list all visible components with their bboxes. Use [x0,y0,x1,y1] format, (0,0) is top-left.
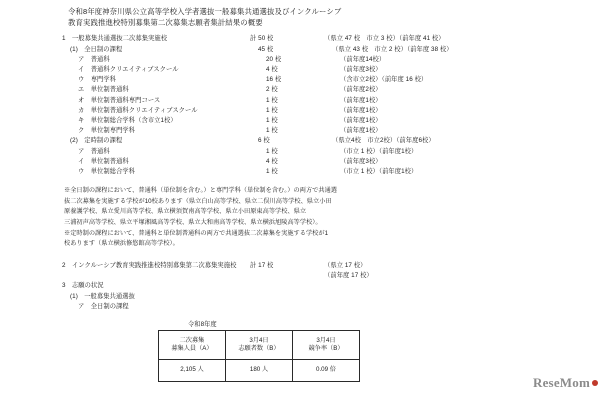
section-2-subnote-row [62,271,550,281]
item-label: キ 単位制総合学科（含市立1校） [78,116,177,124]
list-item [62,157,550,167]
footnote-line: 原養護学校、県立愛川高等学校、県立横須賀南高等学校、県立小田原東高等学校、県立 [64,208,307,216]
item-note: （前年度1校） [340,127,382,135]
item-note: （市立 1 校）（前年度1校） [340,147,418,155]
footnote-line: 抜二次募集を実施する学校が10校あります（県立白山高等学校、県立二俣川高等学校、県立小田 [64,197,332,205]
item-label: オ 単位制普通科専門コース [78,96,161,104]
table-header-cell-applicants [226,330,293,359]
list-item [62,45,550,55]
table-header-cell-ratio [293,330,360,359]
table-header-ratio-line1: 3月4日 [316,336,336,344]
item-note: （前年度1校） [340,106,382,114]
list-item [62,136,550,146]
table-header-row [159,330,360,359]
table-cell-quota-value: 2,105 人 [159,359,226,381]
document-title-line1: 令和8年度神奈川県公立高等学校入学者選抜一般募集共通選抜及びインクルーシブ [68,7,342,16]
table-header-applicants-line1: 3月4日 [249,336,269,344]
list-item [62,85,550,95]
section-2 [62,261,550,281]
section-3-sub1 [62,292,550,302]
list-item [62,75,550,85]
footnote-line: 三浦初声高等学校、県立平塚湘風高等学校、県立大和南高等学校、県立横浜旭陵高等学校）。 [64,219,322,227]
section-2-heading-note1: （県立 17 校） [324,262,367,270]
item-note: （前年度14校） [340,55,386,63]
section-3 [62,281,550,312]
list-item [62,147,550,157]
table-header-quota-line2: 募集人員（A） [171,344,213,352]
table-row [159,359,360,381]
section-3-sub1-label: (1) 一般募集共通選抜 [70,292,135,300]
document-title [62,7,550,28]
footnote-block [62,186,550,250]
watermark-resemom [533,375,598,391]
item-value: 1 校 [266,147,278,155]
section-2-heading-note2: （前年度 17 校） [324,272,373,280]
table-header-quota-line1: 二次募集 [179,336,205,344]
item-label: エ 単位制普通科 [78,86,129,94]
item-label: (1) 全日制の課程 [70,45,123,53]
item-note: （市立 1 校）（前年度1校） [340,167,418,175]
section-3-heading [62,281,550,291]
item-note: （前年度3校） [340,66,382,74]
table-block [62,319,550,382]
list-item [62,106,550,116]
section-2-heading [62,261,550,271]
item-value: 1 校 [266,96,278,104]
item-label: ウ 専門学科 [78,76,117,84]
section-2-heading-label: 2 インクルーシブ教育実践推進校特別募集第二次募集実施校 [62,262,237,270]
table-cell-applicants-value: 180 人 [226,359,293,381]
list-item [62,65,550,75]
item-value: 1 校 [266,116,278,124]
section-1 [62,34,550,177]
list-item [62,126,550,136]
item-label: ウ 単位制総合学科 [78,167,136,175]
list-item [62,96,550,106]
footnote-line: ※全日制の課程において、普通科（単位制を含む。）と専門学科（単位制を含む。）の両方で共通選 [64,187,338,195]
item-note: （県立4校 市立2校）（前年度6校） [332,137,435,145]
list-item [62,55,550,65]
document-title-line2: 教育実践推進校特別募集第二次募集志願者集計結果の概要 [68,17,263,27]
section-1-heading-note: （県立 47 校 市立 3 校）（前年度 41 校） [324,35,445,43]
item-value: 45 校 [258,45,274,53]
item-value: 6 校 [258,137,270,145]
item-label: ク 単位制専門学科 [78,127,136,135]
item-label: イ 普通科クリエイティブスクール [78,66,179,74]
section-1-heading-total: 計 50 校 [250,35,274,43]
item-note: （前年度1校） [340,96,382,104]
item-label: (2) 定時制の課程 [70,137,123,145]
item-note: （含市立2校）（前年度 16 校） [340,76,428,84]
watermark-dot-icon [592,380,598,386]
section-1-heading-label: 1 一般募集共通選抜二次募集実施校 [62,35,168,43]
item-note: （前年度2校） [340,86,382,94]
section-3-heading-label: 3 志願の状況 [62,282,104,290]
section-1-heading [62,34,550,44]
watermark-text: ReseMom [533,375,590,390]
footnote-line: ※定時制の課程において、普通科と単位制普通科の両方で共通選抜二次募集を実施する学校が1 [64,229,329,237]
footnote-line: 校あります（県立横浜修悠館高等学校）。 [64,240,179,248]
item-value: 4 校 [266,157,278,165]
section-3-sub2 [62,302,550,312]
item-note: （県立 43 校 市立 2 校）（前年度 38 校） [332,45,453,53]
table-header-applicants-line2: 志願者数（B） [238,344,280,352]
applicant-summary-table [158,330,360,382]
item-value: 1 校 [266,127,278,135]
item-label: カ 単位制普通科クリエイティブスクール [78,106,198,114]
item-value: 1 校 [266,167,278,175]
item-value: 2 校 [266,86,278,94]
item-note: （前年度3校） [340,157,382,165]
section-3-sub2-label: ア 全日制の課程 [78,302,129,310]
list-item [62,167,550,177]
item-value: 1 校 [266,106,278,114]
table-year-label: 令和8年度 [188,320,217,328]
item-value: 20 校 [266,55,282,63]
item-value: 4 校 [266,66,278,74]
item-note: （前年度1校） [340,116,382,124]
section-2-heading-total: 計 17 校 [250,262,274,270]
table-cell-ratio-value: 0.09 倍 [293,359,360,381]
list-item [62,116,550,126]
item-value: 16 校 [266,76,282,84]
table-header-cell-quota [159,330,226,359]
item-label: ア 普通科 [78,55,110,63]
table-header-ratio-line2: 競争率（B） [308,344,344,352]
item-label: ア 普通科 [78,147,110,155]
item-label: イ 単位制普通科 [78,157,129,165]
